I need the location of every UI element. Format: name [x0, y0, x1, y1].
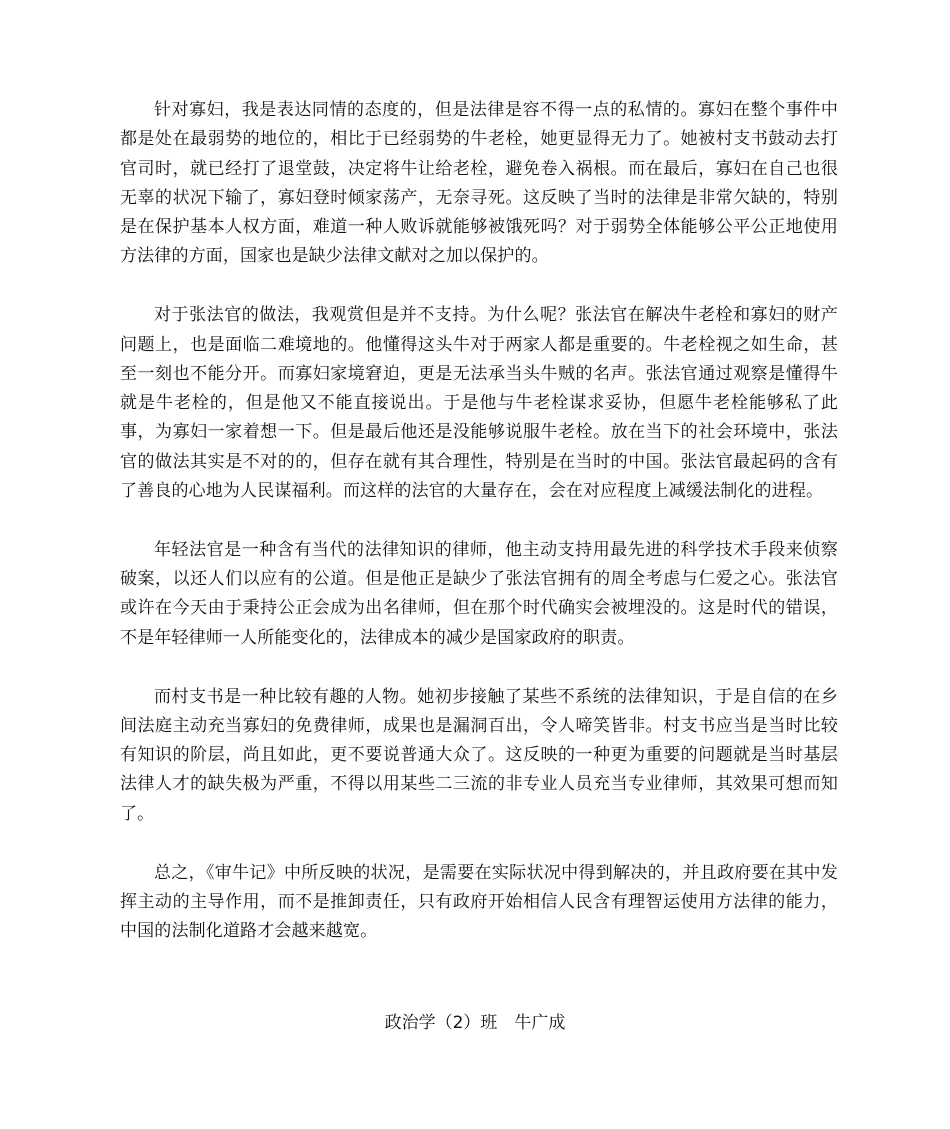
paragraph-widow: 针对寡妇，我是表达同情的态度的，但是法律是容不得一点的私情的。寡妇在整个事件中都是处在最弱势的地位的，相比于已经弱势的牛老栓，她更显得无力了。她被村支书鼓动去打官司时，就已经打了退堂鼓，决定将牛让给老栓，避免卷入祸根。而在最后，寡妇在自己也很无辜的状况下输了，寡妇登时倾家荡产，无奈寻死。这反映了当时的法律是非常欠缺的，特别是在保护基本人权方面，难道一种人败诉就能够被饿死吗？对于弱势全体能够公平公正地使用方法律的方面，国家也是缺少法律文献对之加以保护的。	[120, 100, 838, 267]
paragraph-judge-zhang: 对于张法官的做法，我观赏但是并不支持。为什么呢？张法官在解决牛老栓和寡妇的财产问题上，也是面临二难境地的。他懂得这头牛对于两家人都是重要的。牛老栓视之如生命，甚至一刻也不能分开。而寡妇家境窘迫，更是无法承当头牛贼的名声。张法官通过观察是懂得牛就是牛老栓的，但是他又不能直接说出。于是他与牛老栓谋求妥协，但愿牛老栓能够私了此事，为寡妇一家着想一下。但是最后他还是没能够说服牛老栓。放在当下的社会环境中，张法官的做法其实是不对的的，但存在就有其合理性，特别是在当时的中国。张法官最起码的含有了善良的心地为人民谋福利。而这样的法官的大量存在，会在对应程度上减缓法制化的进程。	[120, 305, 838, 502]
paragraph-conclusion: 总之，《审牛记》中所反映的状况，是需要在实际状况中得到解决的，并且政府要在其中发挥主动的主导作用，而不是推卸责任，只有政府开始相信人民含有理智运使用方法律的能力，中国的法制化道路才会越来越宽。	[120, 862, 838, 942]
paragraph-young-judge: 年轻法官是一种含有当代的法律知识的律师，他主动支持用最先进的科学技术手段来侦察破案，以还人们以应有的公道。但是他正是缺少了张法官拥有的周全考虑与仁爱之心。张法官或许在今天由于秉持公正会成为出名律师，但在那个时代确实会被埋没的。这是时代的错误，不是年轻律师一人所能变化的，法律成本的减少是国家政府的职责。	[120, 539, 838, 648]
document-body	[120, 96, 838, 946]
paragraph-village-secretary: 而村支书是一种比较有趣的人物。她初步接触了某些不系统的法律知识，于是自信的在乡间法庭主动充当寡妇的免费律师，成果也是漏洞百出，令人啼笑皆非。村支书应当是当时比较有知识的阶层，尚且如此，更不要说普通大众了。这反映的一种更为重要的问题就是当时基层法律人才的缺失极为严重，不得以用某些二三流的非专业人员充当专业律师，其效果可想而知了。	[120, 686, 838, 824]
author-signature: 政治学（2）班 牛广成	[384, 1013, 566, 1033]
